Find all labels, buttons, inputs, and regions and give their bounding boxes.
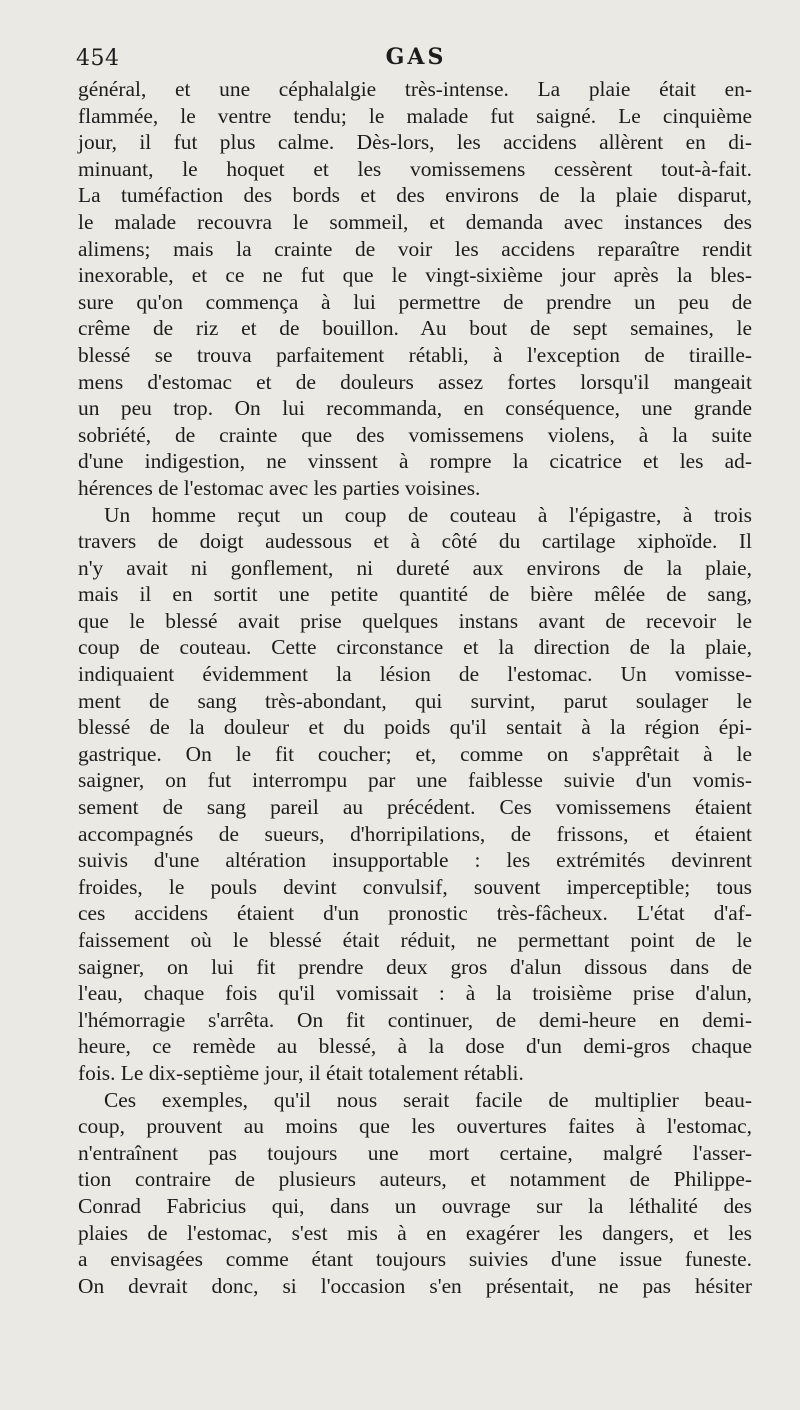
text-line: tion contraire de plusieurs auteurs, et notamment de Philippe- <box>78 1167 752 1192</box>
text-line: mais il en sortit une petite quantité de bière mêlée de sang, <box>78 582 752 607</box>
text-line: suivis d'une altération insupportable : les extrémités devinrent <box>78 848 752 873</box>
text-line: sement de sang pareil au précédent. Ces vomissemens étaient <box>78 795 752 820</box>
text-line: Ces exemples, qu'il nous serait facile de multiplier beau- <box>104 1087 752 1112</box>
text-line: a envisagées comme étant toujours suivies d'une issue funeste. <box>78 1247 752 1272</box>
paragraph-1 <box>78 76 752 502</box>
text-line: gastrique. On le fit coucher; et, comme on s'apprêtait à le <box>78 741 752 766</box>
body-text <box>78 76 752 1299</box>
text-line: que le blessé avait prise quelques instans avant de recevoir le <box>78 608 752 633</box>
text-line: blessé de la douleur et du poids qu'il sentait à la région épi- <box>78 715 752 740</box>
text-line: indiquaient évidemment la lésion de l'estomac. Un vomisse- <box>78 662 752 687</box>
text-line: saigner, on lui fit prendre deux gros d'alun dissous dans de <box>78 954 752 979</box>
bottom-margin <box>0 1280 800 1410</box>
text-line: général, et une céphalalgie très-intense. La plaie était en- <box>78 77 752 101</box>
text-line: ment de sang très-abondant, qui survint, parut soulager le <box>78 688 752 713</box>
text-line: blessé se trouva parfaitement rétabli, à l'exception de tiraille- <box>78 342 752 367</box>
text-line: heure, ce remède au blessé, à la dose d'un demi-gros chaque <box>78 1034 752 1059</box>
running-title: GAS <box>385 44 447 70</box>
paragraph-3 <box>78 1087 752 1300</box>
text-line: n'entraînent pas toujours une mort certaine, malgré l'asser- <box>78 1140 752 1165</box>
text-line: sure qu'on commença à lui permettre de prendre un peu de <box>78 289 752 314</box>
text-line: inexorable, et ce ne fut que le vingt-sixième jour après la bles- <box>78 263 752 288</box>
text-line: un peu trop. On lui recommanda, en conséquence, une grande <box>78 396 752 421</box>
text-line: alimens; mais la crainte de voir les accidens reparaître rendit <box>78 236 752 261</box>
text-line: minuant, le hoquet et les vomissemens cessèrent tout-à-fait. <box>78 156 752 181</box>
text-line: fois. Le dix-septième jour, il était totalement rétabli. <box>78 1060 524 1085</box>
text-line: le malade recouvra le sommeil, et demanda avec instances des <box>78 209 752 234</box>
text-line: ces accidens étaient d'un pronostic très-fâcheux. L'état d'af- <box>78 901 752 926</box>
text-line: hérences de l'estomac avec les parties voisines. <box>78 475 481 500</box>
text-line: Conrad Fabricius qui, dans un ouvrage sur la léthalité des <box>78 1193 752 1218</box>
text-line: mens d'estomac et de douleurs assez fortes lorsqu'il mangeait <box>78 369 752 394</box>
text-line: l'hémorragie s'arrêta. On fit continuer, de demi-heure en demi- <box>78 1007 752 1032</box>
text-line: froides, le pouls devint convulsif, souvent imperceptible; tous <box>78 874 752 899</box>
text-line: flammée, le ventre tendu; le malade fut saigné. Le cinquième <box>78 103 752 128</box>
paragraph-2 <box>78 502 752 1087</box>
text-line: sobriété, de crainte que des vomissemens violens, à la suite <box>78 422 752 447</box>
text-line: n'y avait ni gonflement, ni dureté aux environs de la plaie, <box>78 555 752 580</box>
text-line: jour, il fut plus calme. Dès-lors, les accidens allèrent en di- <box>78 130 752 155</box>
text-line: plaies de l'estomac, s'est mis à en exagérer les dangers, et les <box>78 1220 752 1245</box>
text-line: coup de couteau. Cette circonstance et la direction de la plaie, <box>78 635 752 660</box>
text-line: accompagnés de sueurs, d'horripilations, de frissons, et étaient <box>78 821 752 846</box>
text-line: saigner, on fut interrompu par une faiblesse suivie d'un vomis- <box>78 768 752 793</box>
text-line: crême de riz et de bouillon. Au bout de sept semaines, le <box>78 316 752 341</box>
text-line: faissement où le blessé était réduit, ne permettant point de le <box>78 928 752 952</box>
text-line: La tuméfaction des bords et des environs de la plaie disparut, <box>78 183 752 208</box>
text-line: coup, prouvent au moins que les ouvertures faites à l'estomac, <box>78 1114 752 1139</box>
text-line: On devrait donc, si l'occasion s'en présentait, ne pas hésiter <box>78 1273 752 1298</box>
text-line: d'une indigestion, ne vinssent à rompre la cicatrice et les ad- <box>78 449 752 474</box>
text-line: travers de doigt audessous et à côté du cartilage xiphoïde. Il <box>78 529 752 554</box>
page-number: 454 <box>76 46 120 71</box>
text-line: l'eau, chaque fois qu'il vomissait : à la troisième prise d'alun, <box>78 981 752 1006</box>
page-header <box>76 44 756 78</box>
text-line: Un homme reçut un coup de couteau à l'épigastre, à trois <box>104 502 752 527</box>
